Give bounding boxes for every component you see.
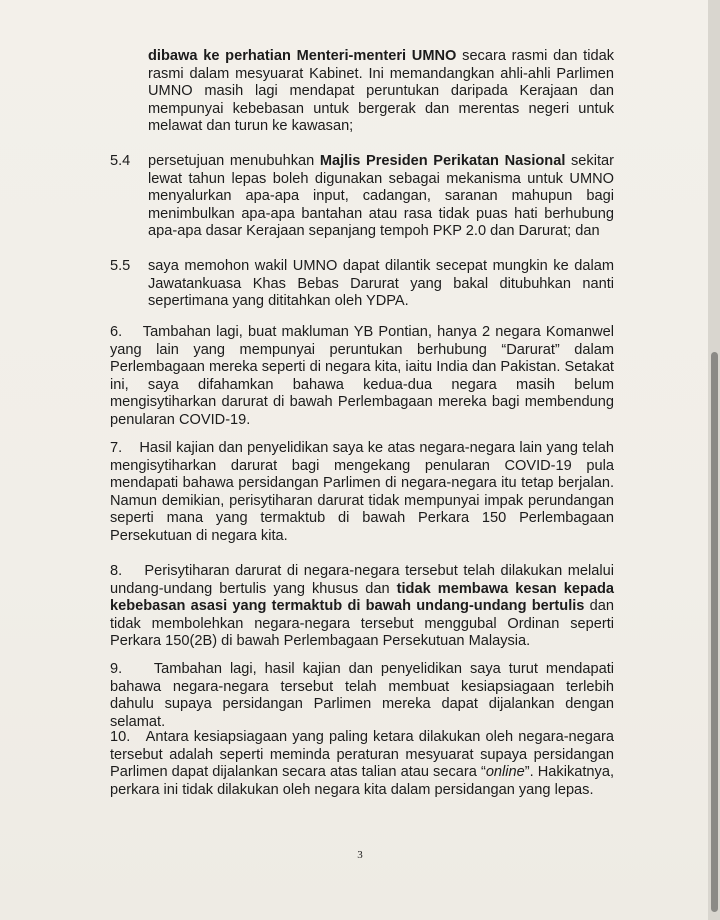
paragraph-8 (110, 563, 614, 651)
bold-phrase: Majlis Presiden Perikatan Nasional (319, 153, 566, 169)
paragraph-text: dan tidak membolehkan negara-negara tersebut menggubal Ordinan seperti Perkara 150(2B) di bawah Perlembagaan Persekutuan Malaysia. (110, 598, 615, 649)
paragraph-text: 7. Hasil kajian dan penyelidikan saya ke atas negara-negara lain yang telah mengisytiharkan darurat bagi mengekang penularan COVID-19 pula mendapati bahawa persidangan Parlimen di negara-negara itu tetap berjalan. Namun demikian, perisytiharan darurat tidak mempunyai impak perundangan seperti mana yang termaktub di bawah Perkara 150 Perlembagaan Persekutuan di negara kita. (110, 440, 614, 544)
paragraph-5-4 (148, 153, 614, 241)
paragraph-7 (110, 440, 614, 545)
paragraph-text: 8. Perisytiharan darurat di negara-negara tersebut telah dilakukan melalui undang-undang bertulis yang khusus dan (110, 563, 614, 597)
paragraph-text: secara rasmi dan tidak rasmi dalam mesyuarat Kabinet. Ini memandangkan ahli-ahli Parlimen UMNO masih lagi mendapat peruntukan daripada Kerajaan dan mempunyai kebebasan untuk bergerak dan merentas negeri untuk melawat dan turun ke kawasan; (148, 48, 615, 134)
paragraph-5-3-continuation (148, 48, 614, 136)
paragraph-10 (110, 729, 614, 799)
paragraph-text: sekitar lewat tahun lepas boleh digunakan sebagai mekanisma untuk UMNO menyalurkan apa-apa input, cadangan, saranan mahupun bagi menimbulkan apa-apa bantahan atau rasa tidak puas hati berhubung apa-apa dasar Kerajaan sepanjang tempoh PKP 2.0 dan Darurat; dan (148, 153, 614, 239)
paragraph-text: 6. Tambahan lagi, buat makluman YB Pontian, hanya 2 negara Komanwel yang lain yang mempunyai peruntukan berhubung “Darurat” dalam Perlembagaan mereka seperti di negara kita, iaitu India dan Pakistan. Setakat ini, saya difahamkan bahawa kedua-dua negara masih belum mengisytiharkan darurat di bawah Perlembagaan mereka bagi membendung penularan COVID-19. (110, 324, 614, 428)
paragraph-text: persetujuan menubuhkan (148, 153, 320, 169)
paragraph-6 (110, 324, 614, 429)
vertical-scrollbar[interactable] (711, 352, 718, 912)
bold-phrase: dibawa ke perhatian Menteri-menteri UMNO (148, 48, 457, 64)
paragraph-text: ”. Hakikatnya, perkara ini tidak dilakukan oleh negara kita dalam persidangan yang lepas. (110, 764, 615, 798)
paragraph-text: 10. Antara kesiapsiagaan yang paling ketara dilakukan oleh negara-negara tersebut adalah seperti meminda peraturan mesyuarat supaya persidangan Parlimen dapat dijalankan secara atas talian atau secara “ (110, 729, 614, 780)
paragraph-5-5 (148, 258, 614, 311)
page-number: 3 (357, 849, 363, 861)
item-number-5-4: 5.4 (110, 153, 131, 169)
item-number-5-5: 5.5 (110, 258, 131, 274)
paragraph-9 (110, 661, 614, 731)
bold-phrase: tidak membawa kesan kepada kebebasan asasi yang termaktub di bawah undang-undang bertulis (110, 580, 615, 614)
paragraph-text: saya memohon wakil UMNO dapat dilantik secepat mungkin ke dalam Jawatankuasa Khas Bebas Darurat yang bakal ditubuhkan nanti sepertimana yang dititahkan oleh YDPA. (148, 258, 614, 309)
paragraph-text: 9. Tambahan lagi, hasil kajian dan penyelidikan saya turut mendapati bahawa negara-negara tersebut telah membuat kesiapsiagaan terlebih dahulu supaya persidangan Parlimen mereka dapat dijalankan dengan selamat. (110, 661, 614, 730)
italic-phrase: online (485, 764, 525, 780)
